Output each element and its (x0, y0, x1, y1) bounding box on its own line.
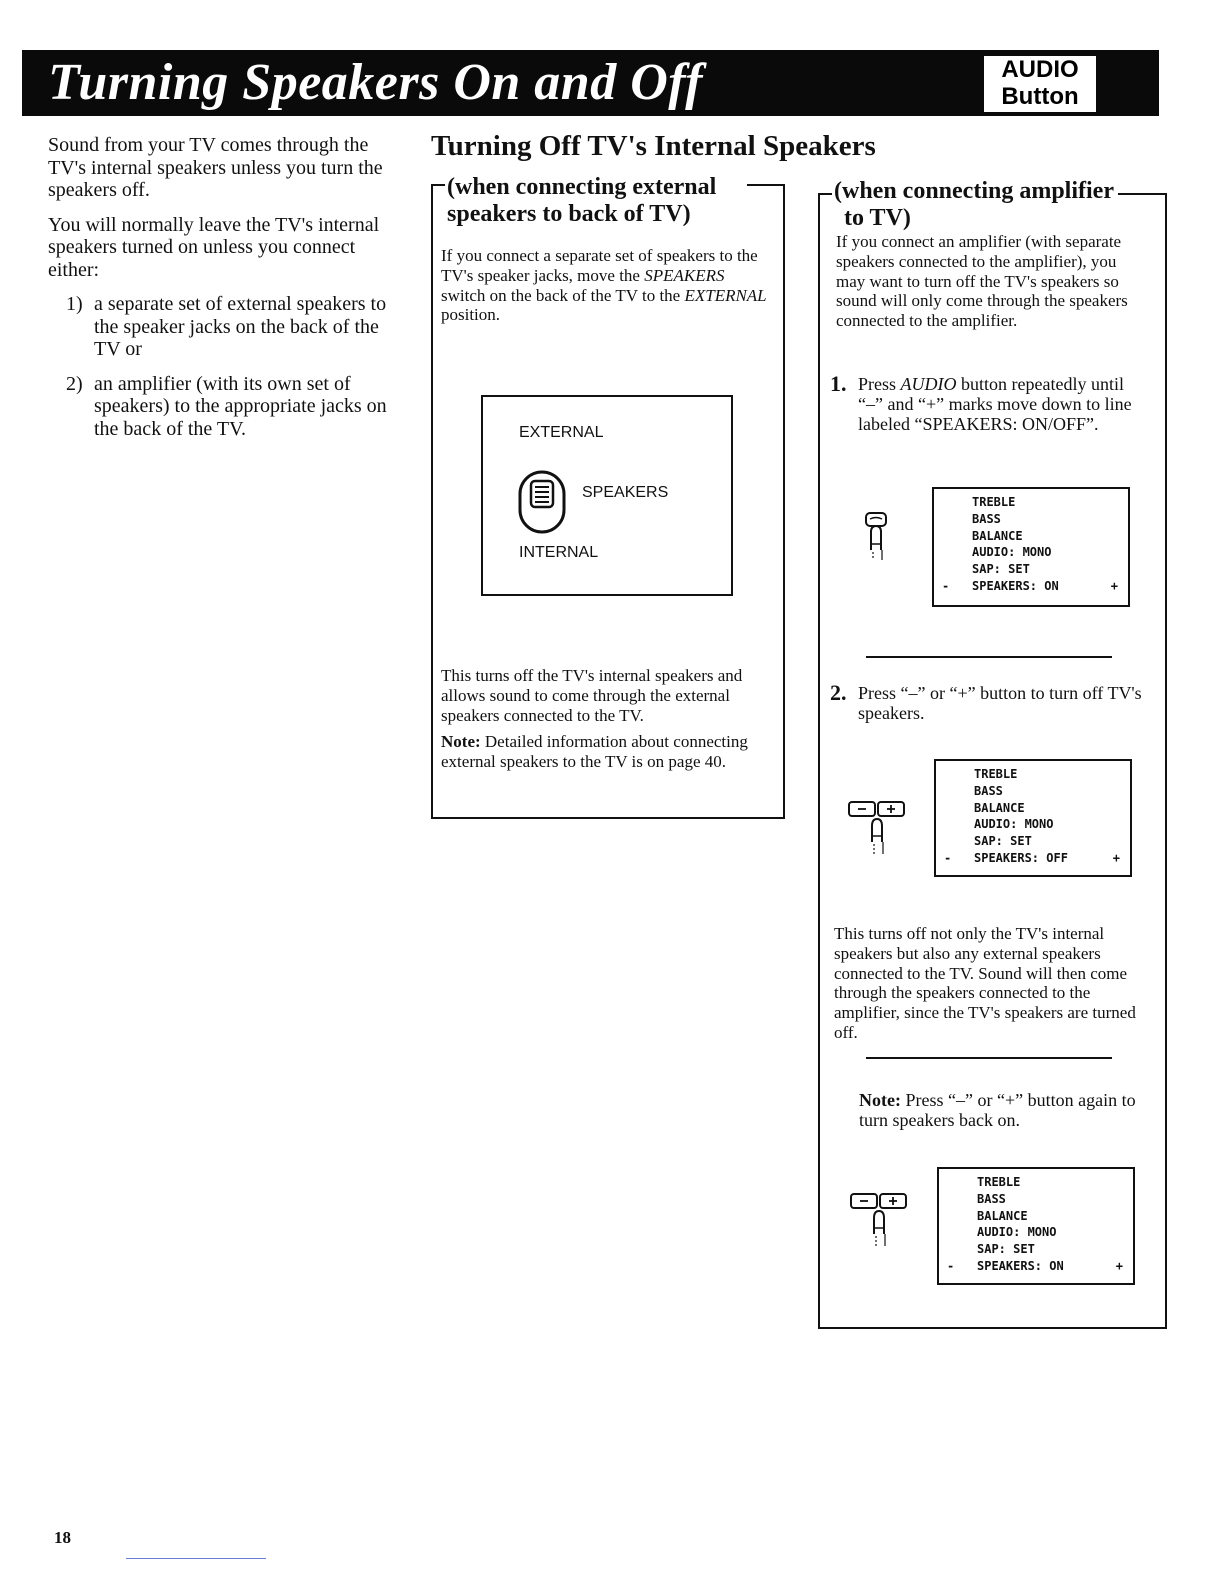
audio-menu-screen-3 (937, 1167, 1135, 1285)
minus-plus-button-press-icon (848, 1190, 910, 1250)
step-1-text-b: button repeatedly until “–” and “+” marks move down to line labeled “SPEAKERS: ON/OFF”. (858, 374, 1132, 434)
menu-row-speakers (934, 578, 1128, 595)
amplifier-intro: If you connect an amplifier (with separate speakers connected to the amplifier), you may want to turn off the TV's speakers so sound will only come through the speakers connected to the amplifier. (836, 232, 1128, 331)
step-1-text-a: Press (858, 374, 901, 394)
list-item-number: 1) (66, 293, 83, 315)
menu-row-treble: TREBLE (974, 767, 1018, 781)
external-heading-line-2: speakers to back of TV) (447, 201, 691, 227)
plus-marker: + (1115, 1258, 1123, 1273)
note-label: Note: (441, 732, 481, 751)
external-heading-line-1: (when connecting external (447, 174, 717, 200)
switch-icon (517, 469, 567, 535)
step-2-number: 2. (830, 680, 847, 705)
external-heading (447, 174, 747, 228)
list-item-text: an amplifier (with its own set of speakers) to the appropriate jacks on the back of the TV. (94, 372, 387, 440)
menu-row-audio: AUDIO: MONO (977, 1225, 1057, 1240)
box-top-rule (431, 184, 445, 186)
menu-row-balance: BALANCE (977, 1208, 1028, 1223)
note-text: Detailed information about connecting external speakers to the TV is on page 40. (441, 732, 748, 771)
external-result-text: This turns off the TV's internal speakers and allows sound to come through the external speakers connected to the TV. (441, 666, 743, 725)
menu-row-speakers (939, 1258, 1133, 1275)
external-text-speakers: SPEAKERS (644, 265, 725, 285)
external-text-a: If you connect a separate set of speakers to the TV's speaker jacks, move the (441, 246, 758, 285)
audio-button-press-icon (862, 510, 892, 562)
plus-marker: + (1112, 850, 1120, 865)
speakers-setting: SPEAKERS: ON (972, 578, 1059, 593)
list-item (48, 373, 398, 441)
step-1-audio: AUDIO (900, 374, 957, 394)
intro-column (48, 134, 398, 452)
amplifier-heading-line-2: to TV) (844, 205, 911, 231)
badge-line-2: Button (1001, 83, 1079, 110)
badge-line-1: AUDIO (1001, 56, 1079, 83)
intro-paragraph-1: Sound from your TV comes through the TV's internal speakers unless you turn the speakers off. (48, 134, 383, 201)
menu-row-audio: AUDIO: MONO (974, 817, 1054, 832)
amplifier-heading-line-1: (when connecting amplifier (834, 178, 1114, 204)
page-number: 18 (54, 1528, 71, 1547)
speakers-setting: SPEAKERS: ON (977, 1258, 1064, 1273)
external-position-label: EXTERNAL (519, 424, 604, 441)
step-2-text: Press “–” or “+” button to turn off TV's speakers. (858, 683, 1142, 723)
speakers-switch-label: SPEAKERS (582, 484, 669, 501)
external-note (441, 732, 771, 772)
menu-row-bass: BASS (977, 1191, 1006, 1206)
internal-position-label: INTERNAL (519, 544, 599, 561)
speaker-switch-diagram (481, 395, 733, 596)
amplifier-note (859, 1090, 1139, 1130)
minus-marker: - (947, 1258, 955, 1273)
menu-row-audio: AUDIO: MONO (972, 545, 1052, 560)
amplifier-result-text: This turns off not only the TV's internal speakers but also any external speakers connected to the TV. Sound will then come through the speakers connected to the amplifier, since the TV's speakers are turned off. (834, 924, 1136, 1042)
section-heading: Turning Off TV's Internal Speakers (431, 130, 876, 162)
step-1-text (858, 374, 1148, 434)
list-item-number: 2) (66, 372, 83, 395)
menu-row-treble: TREBLE (977, 1175, 1021, 1189)
divider (866, 1057, 1112, 1059)
menu-row-bass: BASS (972, 511, 1001, 526)
external-instructions (441, 246, 771, 325)
audio-menu-screen-2 (934, 759, 1132, 877)
menu-row-balance: BALANCE (972, 528, 1023, 543)
minus-plus-button-press-icon (846, 798, 908, 858)
menu-row-sap: SAP: SET (974, 834, 1032, 849)
menu-row-bass: BASS (974, 783, 1003, 798)
footer-rule (126, 1558, 266, 1559)
menu-row-speakers (936, 850, 1130, 867)
note-label: Note: (859, 1090, 901, 1110)
menu-row-sap: SAP: SET (972, 562, 1030, 577)
intro-paragraph-2: You will normally leave the TV's internal speakers turned on unless you connect either: (48, 213, 380, 281)
step-1-number: 1. (830, 371, 847, 396)
external-text-b: switch on the back of the TV to the (441, 285, 685, 305)
audio-button-badge (984, 56, 1096, 112)
minus-marker: - (942, 578, 950, 593)
list-item-text: a separate set of external speakers to the speaker jacks on the back of the TV or (94, 293, 387, 360)
audio-menu-screen-1 (932, 487, 1130, 607)
note-text: Press “–” or “+” button again to turn speakers back on. (859, 1090, 1136, 1130)
menu-row-balance: BALANCE (974, 800, 1025, 815)
menu-row-treble: TREBLE (972, 495, 1016, 509)
external-text-external: EXTERNAL (684, 285, 767, 305)
box-top-rule (818, 193, 832, 195)
plus-marker: + (1110, 578, 1118, 593)
page-title: Turning Speakers On and Off (48, 54, 703, 111)
menu-row-sap: SAP: SET (977, 1242, 1035, 1257)
divider (866, 656, 1112, 658)
list-item (48, 293, 398, 361)
amplifier-heading (834, 178, 1114, 232)
speakers-setting: SPEAKERS: OFF (974, 850, 1068, 865)
external-text-c: position. (441, 305, 501, 325)
minus-marker: - (944, 850, 952, 865)
box-top-rule (1118, 193, 1165, 195)
